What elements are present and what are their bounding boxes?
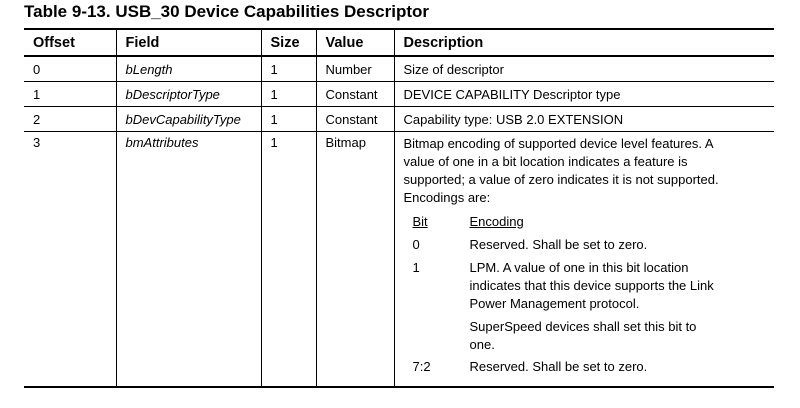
encoding-bit: 1 xyxy=(412,260,420,275)
cell-value: Constant xyxy=(316,82,394,107)
cell-field: bDescriptorType xyxy=(116,82,261,107)
cell-offset: 3 xyxy=(24,132,116,388)
encoding-header-row xyxy=(413,213,775,231)
cell-offset: 0 xyxy=(24,56,116,82)
header-value: Value xyxy=(316,29,394,56)
cell-size: 1 xyxy=(261,82,316,107)
cell-value: Number xyxy=(316,56,394,82)
encoding-text: Reserved. Shall be set to zero. xyxy=(469,359,648,374)
table-title: Table 9-13. USB_30 Device Capabilities Descriptor xyxy=(24,2,430,21)
encoding-row xyxy=(413,236,775,254)
encoding-bit: 0 xyxy=(412,237,420,252)
encoding-list xyxy=(413,213,775,376)
header-description: Description xyxy=(394,29,774,56)
cell-field: bmAttributes xyxy=(116,132,261,388)
cell-description xyxy=(394,132,774,388)
header-field: Field xyxy=(116,29,261,56)
cell-offset: 2 xyxy=(24,107,116,132)
cell-value: Bitmap xyxy=(316,132,394,388)
cell-field: bLength xyxy=(116,56,261,82)
encoding-header: Encoding xyxy=(469,214,524,229)
table-row xyxy=(24,82,774,107)
cell-size: 1 xyxy=(261,132,316,388)
cell-description: Size of descriptor xyxy=(394,56,774,82)
encoding-text: LPM. A value of one in this bit location indicates that this device supports the Link Power Management protocol. xyxy=(469,260,714,311)
header-size: Size xyxy=(261,29,316,56)
cell-value: Constant xyxy=(316,107,394,132)
encoding-row xyxy=(413,358,775,376)
description-text: Bitmap encoding of supported device level features. A value of one in a bit location indicates a feature is supported; a value of zero indicates it is not supported. Encodings are: xyxy=(403,136,719,205)
encoding-text: Reserved. Shall be set to zero. xyxy=(469,237,648,252)
encoding-row xyxy=(413,259,775,313)
descriptor-table xyxy=(24,28,774,388)
table-row xyxy=(24,107,774,132)
cell-size: 1 xyxy=(261,56,316,82)
cell-description: DEVICE CAPABILITY Descriptor type xyxy=(394,82,774,107)
bit-header: Bit xyxy=(412,214,428,229)
encoding-bit: 7:2 xyxy=(412,359,431,374)
encoding-note: SuperSpeed devices shall set this bit to one. xyxy=(469,319,697,352)
cell-description: Capability type: USB 2.0 EXTENSION xyxy=(394,107,774,132)
table-row xyxy=(24,56,774,82)
cell-offset: 1 xyxy=(24,82,116,107)
table-row xyxy=(24,132,774,388)
cell-size: 1 xyxy=(261,107,316,132)
header-offset: Offset xyxy=(24,29,116,56)
table-header-row xyxy=(24,29,774,56)
cell-field: bDevCapabilityType xyxy=(116,107,261,132)
